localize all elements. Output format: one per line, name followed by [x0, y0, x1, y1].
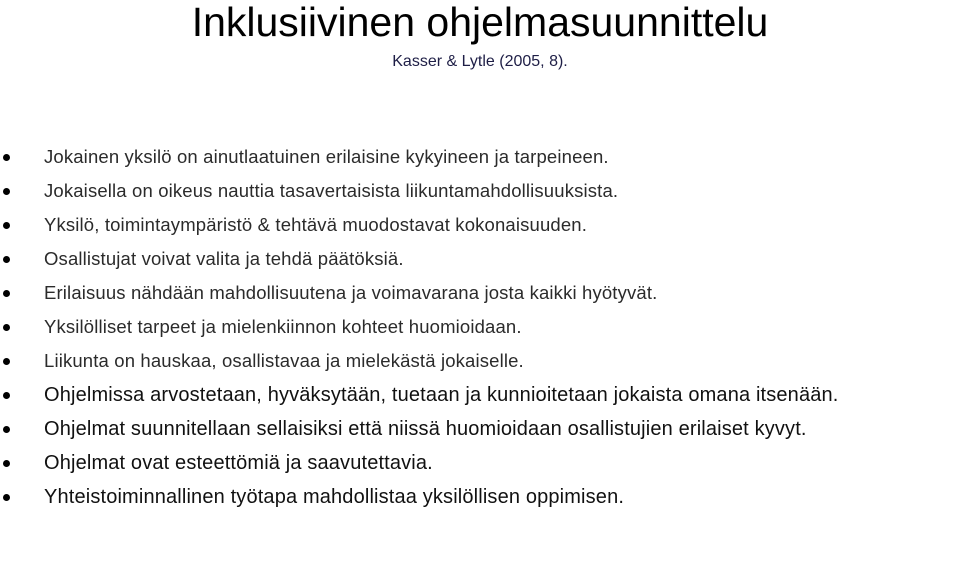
bullet-text: Yhteistoiminnallinen työtapa mahdollistaa yksilöllisen oppimisen. [44, 486, 625, 508]
bullet-item [0, 448, 960, 482]
bullet-text: Osallistujat voivat valita ja tehdä päätöksiä. [44, 248, 404, 269]
bullet-text: Yksilö, toimintaympäristö & tehtävä muodostavat kokonaisuuden. [44, 214, 587, 235]
bullet-item [0, 210, 960, 244]
bullet-text: Ohjelmissa arvostetaan, hyväksytään, tuetaan ja kunnioitetaan jokaista omana itsenään. [44, 384, 839, 406]
slide-subtitle: Kasser & Lytle (2005, 8). [392, 53, 568, 70]
bullet-text: Erilaisuus nähdään mahdollisuutena ja voimavarana josta kaikki hyötyvät. [44, 282, 658, 303]
bullet-item [0, 482, 960, 516]
bullet-dot-icon [3, 358, 10, 365]
bullet-dot-icon [3, 188, 10, 195]
bullet-dot-icon [3, 290, 10, 297]
bullet-item [0, 414, 960, 448]
bullet-dot-icon [3, 256, 10, 263]
bullet-text: Yksilölliset tarpeet ja mielenkiinnon kohteet huomioidaan. [44, 316, 522, 337]
slide-title: Inklusiivinen ohjelmasuunnittelu [191, 0, 769, 45]
bullet-text: Ohjelmat suunnitellaan sellaisiksi että niissä huomioidaan osallistujien erilaiset kyvyt. [44, 418, 807, 440]
bullet-dot-icon [3, 494, 10, 501]
bullet-dot-icon [3, 392, 10, 399]
bullet-list [0, 142, 960, 516]
bullet-dot-icon [3, 324, 10, 331]
bullet-item [0, 346, 960, 380]
bullet-text: Liikunta on hauskaa, osallistavaa ja mielekästä jokaiselle. [44, 350, 524, 371]
bullet-dot-icon [3, 426, 10, 433]
bullet-text: Ohjelmat ovat esteettömiä ja saavutettavia. [44, 452, 433, 474]
bullet-dot-icon [3, 222, 10, 229]
bullet-text: Jokainen yksilö on ainutlaatuinen erilaisine kykyineen ja tarpeineen. [44, 146, 609, 167]
bullet-item [0, 312, 960, 346]
bullet-dot-icon [3, 460, 10, 467]
bullet-item [0, 176, 960, 210]
bullet-item [0, 380, 960, 414]
bullet-item [0, 244, 960, 278]
bullet-item [0, 142, 960, 176]
bullet-text: Jokaisella on oikeus nauttia tasavertaisista liikuntamahdollisuuksista. [44, 180, 619, 201]
bullet-dot-icon [3, 154, 10, 161]
bullet-item [0, 278, 960, 312]
